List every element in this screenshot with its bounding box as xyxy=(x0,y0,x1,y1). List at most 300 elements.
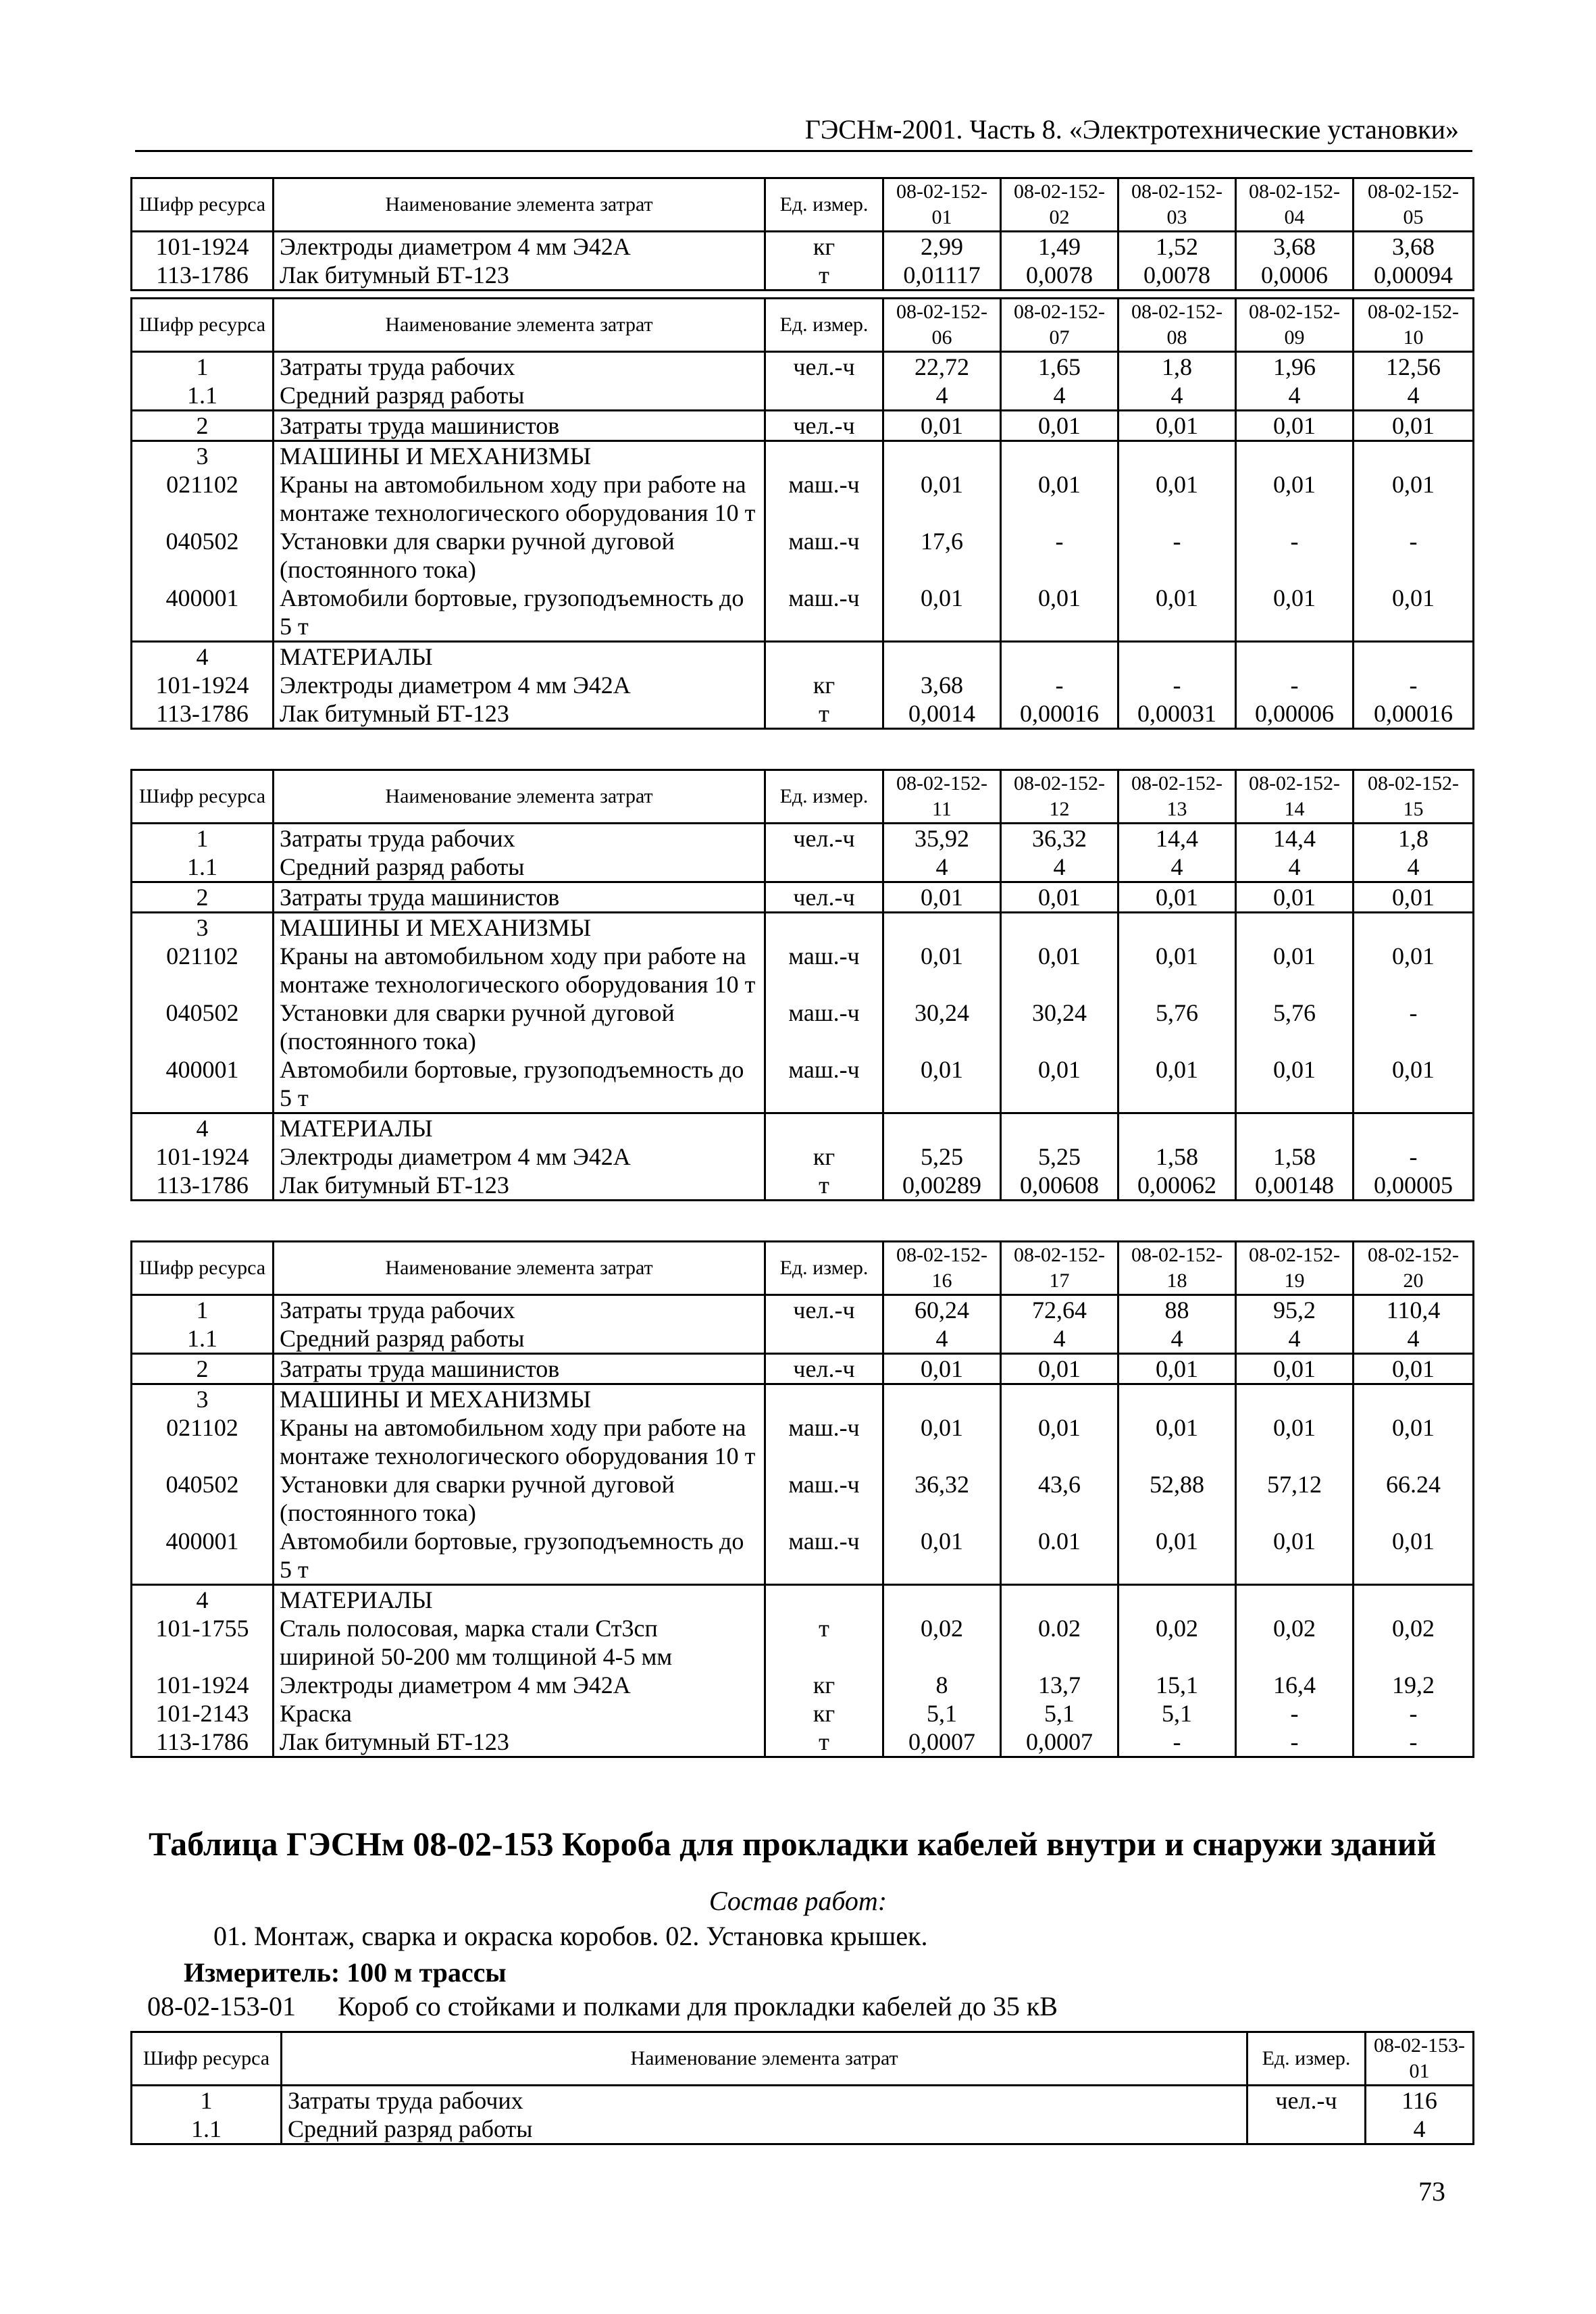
table-row xyxy=(132,1470,1474,1527)
norm-value: 0,02 xyxy=(1236,1614,1354,1671)
norm-value: 0,01 xyxy=(1354,1055,1474,1113)
norm-value xyxy=(1354,1585,1474,1615)
resource-code: 040502 xyxy=(132,999,274,1055)
norm-value: 1,52 xyxy=(1118,232,1236,261)
norm-value: 5,25 xyxy=(1001,1142,1118,1171)
table-row xyxy=(132,1614,1474,1671)
table-row xyxy=(132,1384,1474,1414)
table-row xyxy=(132,699,1474,729)
norm-value: 0,01 xyxy=(1118,1055,1236,1113)
norm-value: 5,1 xyxy=(1001,1699,1118,1728)
norm-value: 4 xyxy=(1354,1324,1474,1354)
norm-value: 60,24 xyxy=(883,1295,1001,1325)
cost-item-name: Затраты труда машинистов xyxy=(274,1354,765,1384)
norm-code-header: 08-02-152-08 xyxy=(1118,299,1236,352)
cost-item-name: Установки для сварки ручной дуговой (постоянного тока) xyxy=(274,999,765,1055)
resource-code: 021102 xyxy=(132,470,274,527)
norm-value: 0,0006 xyxy=(1236,261,1354,291)
unit-of-measure xyxy=(1247,2115,1366,2144)
cost-item-name: Затраты труда рабочих xyxy=(274,352,765,382)
cost-item-name: Средний разряд работы xyxy=(282,2115,1247,2144)
resource-code: 113-1786 xyxy=(132,261,274,291)
resource-code: 1.1 xyxy=(132,1324,274,1354)
norm-value: 4 xyxy=(883,1324,1001,1354)
table-row xyxy=(132,642,1474,672)
table-header-row xyxy=(132,299,1474,352)
cost-item-name: МАШИНЫ И МЕХАНИЗМЫ xyxy=(274,441,765,471)
norm-value: 5,25 xyxy=(883,1142,1001,1171)
norm-value xyxy=(1354,1384,1474,1414)
norm-value: 36,32 xyxy=(1001,824,1118,853)
norm-value: 0,01 xyxy=(1001,470,1118,527)
unit-of-measure: кг xyxy=(765,1142,883,1171)
resource-code: 113-1786 xyxy=(132,699,274,729)
norm-value xyxy=(1236,1384,1354,1414)
table-row xyxy=(132,913,1474,942)
unit-of-measure: т xyxy=(765,1614,883,1671)
unit-of-measure: маш.-ч xyxy=(765,1055,883,1113)
norm-value: 66.24 xyxy=(1354,1470,1474,1527)
code-header: Шифр ресурса xyxy=(132,770,274,824)
resource-table-152-11-15 xyxy=(130,769,1474,1201)
norm-value: 15,1 xyxy=(1118,1671,1236,1699)
resource-code: 3 xyxy=(132,913,274,942)
norm-value: 0,02 xyxy=(883,1614,1001,1671)
table-row xyxy=(132,352,1474,382)
cost-item-name: Лак битумный БТ-123 xyxy=(274,1728,765,1757)
norm-value: 52,88 xyxy=(1118,1470,1236,1527)
norm-value: 0,00031 xyxy=(1118,699,1236,729)
cost-item-name: Затраты труда рабочих xyxy=(274,824,765,853)
cost-item-name: Электроды диаметром 4 мм Э42А xyxy=(274,1671,765,1699)
norm-value xyxy=(1236,1113,1354,1143)
norm-value: 0,00016 xyxy=(1354,699,1474,729)
name-header: Наименование элемента затрат xyxy=(274,299,765,352)
norm-code-header: 08-02-152-17 xyxy=(1001,1242,1118,1295)
norm-value: - xyxy=(1001,527,1118,584)
unit-of-measure: маш.-ч xyxy=(765,584,883,642)
resource-code: 101-1924 xyxy=(132,1671,274,1699)
cost-item-name: МАТЕРИАЛЫ xyxy=(274,642,765,672)
norm-value: 0,01 xyxy=(1118,584,1236,642)
resource-code: 1 xyxy=(132,352,274,382)
code-header: Шифр ресурса xyxy=(132,299,274,352)
cost-item-name: МАШИНЫ И МЕХАНИЗМЫ xyxy=(274,1384,765,1414)
norm-value: 4 xyxy=(1118,853,1236,882)
resource-code: 400001 xyxy=(132,1527,274,1585)
resource-code: 113-1786 xyxy=(132,1728,274,1757)
norm-value: 0,01 xyxy=(1236,1527,1354,1585)
table-row xyxy=(132,1728,1474,1757)
norm-value xyxy=(1118,1113,1236,1143)
norm-value: 0,01 xyxy=(1236,584,1354,642)
cost-item-name: МАТЕРИАЛЫ xyxy=(274,1585,765,1615)
table-row xyxy=(132,1324,1474,1354)
unit-of-measure xyxy=(765,441,883,471)
resource-code: 1.1 xyxy=(132,853,274,882)
unit-of-measure xyxy=(765,1585,883,1615)
norm-value: 0,01 xyxy=(1354,1413,1474,1470)
norm-value: 0,00289 xyxy=(883,1171,1001,1201)
item-code: 08-02-153-01 xyxy=(147,1991,296,2021)
norm-value: 4 xyxy=(1001,1324,1118,1354)
norm-value: 0,01 xyxy=(1118,411,1236,441)
norm-value: 0,01 xyxy=(1236,942,1354,999)
norm-code-header: 08-02-152-10 xyxy=(1354,299,1474,352)
unit-of-measure: чел.-ч xyxy=(1247,2086,1366,2115)
table-row xyxy=(132,853,1474,882)
norm-code-header: 08-02-152-13 xyxy=(1118,770,1236,824)
norm-value: - xyxy=(1354,999,1474,1055)
resource-code: 400001 xyxy=(132,1055,274,1113)
norm-value xyxy=(1001,642,1118,672)
cost-item-name: Затраты труда машинистов xyxy=(274,411,765,441)
resource-code: 113-1786 xyxy=(132,1171,274,1201)
norm-value: 19,2 xyxy=(1354,1671,1474,1699)
norm-value: 0,01 xyxy=(1354,470,1474,527)
norm-value: 3,68 xyxy=(883,671,1001,699)
resource-code: 101-2143 xyxy=(132,1699,274,1728)
name-header: Наименование элемента затрат xyxy=(274,770,765,824)
table-row xyxy=(132,671,1474,699)
norm-value: 1,58 xyxy=(1118,1142,1236,1171)
measure-unit: Измеритель: 100 м трассы xyxy=(184,1957,507,1988)
norm-value xyxy=(1236,913,1354,942)
name-header: Наименование элемента затрат xyxy=(274,178,765,232)
resource-table-152-16-20 xyxy=(130,1240,1474,1758)
resource-code: 040502 xyxy=(132,527,274,584)
norm-code-header: 08-02-152-20 xyxy=(1354,1242,1474,1295)
norm-value: 12,56 xyxy=(1354,352,1474,382)
norm-value xyxy=(883,1384,1001,1414)
norm-value: 36,32 xyxy=(883,1470,1001,1527)
norm-value: 1,58 xyxy=(1236,1142,1354,1171)
table-header-row xyxy=(132,770,1474,824)
unit-of-measure: чел.-ч xyxy=(765,1295,883,1325)
resource-code: 1.1 xyxy=(132,2115,282,2144)
table-row xyxy=(132,1671,1474,1699)
cost-item-name: Электроды диаметром 4 мм Э42А xyxy=(274,1142,765,1171)
norm-value xyxy=(1354,441,1474,471)
cost-item-name: Электроды диаметром 4 мм Э42А xyxy=(274,232,765,261)
unit-header: Ед. измер. xyxy=(765,178,883,232)
norm-value: 0,01 xyxy=(1354,882,1474,913)
norm-value xyxy=(883,1585,1001,1615)
cost-item-name: Сталь полосовая, марка стали Ст3сп шириной 50-200 мм толщиной 4-5 мм xyxy=(274,1614,765,1671)
norm-value: 1,8 xyxy=(1354,824,1474,853)
resource-code: 1 xyxy=(132,1295,274,1325)
code-header: Шифр ресурса xyxy=(132,1242,274,1295)
unit-of-measure: маш.-ч xyxy=(765,942,883,999)
header-rule xyxy=(135,150,1472,152)
norm-value: 13,7 xyxy=(1001,1671,1118,1699)
resource-code: 3 xyxy=(132,441,274,471)
norm-code-header: 08-02-152-18 xyxy=(1118,1242,1236,1295)
norm-code-header: 08-02-153-01 xyxy=(1366,2032,1474,2086)
norm-value xyxy=(1001,1384,1118,1414)
norm-value: 4 xyxy=(883,381,1001,411)
norm-value: 0,01 xyxy=(1118,942,1236,999)
norm-value: 0,01 xyxy=(883,1413,1001,1470)
resource-code: 2 xyxy=(132,1354,274,1384)
norm-value: 3,68 xyxy=(1354,232,1474,261)
norm-value xyxy=(883,642,1001,672)
norm-value: - xyxy=(1001,671,1118,699)
unit-of-measure: маш.-ч xyxy=(765,1470,883,1527)
norm-value: 0,01 xyxy=(1118,1354,1236,1384)
norm-value: 14,4 xyxy=(1118,824,1236,853)
norm-code-header: 08-02-152-01 xyxy=(883,178,1001,232)
norm-value: - xyxy=(1236,527,1354,584)
unit-header: Ед. измер. xyxy=(765,770,883,824)
norm-value xyxy=(1001,913,1118,942)
table-row xyxy=(132,942,1474,999)
cost-item-name: Краска xyxy=(274,1699,765,1728)
unit-of-measure: чел.-ч xyxy=(765,352,883,382)
table-row xyxy=(132,824,1474,853)
norm-value: 14,4 xyxy=(1236,824,1354,853)
norm-value: 0.01 xyxy=(1001,1527,1118,1585)
unit-of-measure: кг xyxy=(765,1671,883,1699)
works-heading: Состав работ: xyxy=(709,1886,887,1916)
norm-value xyxy=(1236,1585,1354,1615)
norm-value: 72,64 xyxy=(1001,1295,1118,1325)
norm-code-header: 08-02-152-19 xyxy=(1236,1242,1354,1295)
norm-value: 0,01 xyxy=(1118,1413,1236,1470)
table-row xyxy=(132,232,1474,261)
code-header: Шифр ресурса xyxy=(132,2032,282,2086)
norm-value xyxy=(883,441,1001,471)
norm-value: 4 xyxy=(1236,853,1354,882)
norm-value: 0,00005 xyxy=(1354,1171,1474,1201)
unit-of-measure xyxy=(765,642,883,672)
norm-code-header: 08-02-152-15 xyxy=(1354,770,1474,824)
cost-item-name: Краны на автомобильном ходу при работе на монтаже технологического оборудования 10 т xyxy=(274,942,765,999)
norm-value: 0,00006 xyxy=(1236,699,1354,729)
norm-value: 88 xyxy=(1118,1295,1236,1325)
norm-value: 0,01 xyxy=(1354,1354,1474,1384)
norm-value: 2,99 xyxy=(883,232,1001,261)
name-header: Наименование элемента затрат xyxy=(282,2032,1247,2086)
norm-value: 0,01 xyxy=(883,1055,1001,1113)
unit-of-measure: кг xyxy=(765,1699,883,1728)
unit-header: Ед. измер. xyxy=(765,1242,883,1295)
cost-item-name: Лак битумный БТ-123 xyxy=(274,1171,765,1201)
norm-value: 0,00608 xyxy=(1001,1171,1118,1201)
unit-of-measure: т xyxy=(765,261,883,291)
unit-of-measure: чел.-ч xyxy=(765,1354,883,1384)
norm-value: 1,65 xyxy=(1001,352,1118,382)
unit-of-measure: маш.-ч xyxy=(765,527,883,584)
resource-code: 101-1924 xyxy=(132,232,274,261)
norm-value: 30,24 xyxy=(883,999,1001,1055)
table-row xyxy=(132,1113,1474,1143)
unit-of-measure: т xyxy=(765,1728,883,1757)
norm-value: 4 xyxy=(1118,1324,1236,1354)
cost-item-name: Электроды диаметром 4 мм Э42А xyxy=(274,671,765,699)
norm-value: - xyxy=(1354,1728,1474,1757)
table-header-row xyxy=(132,1242,1474,1295)
norm-value: - xyxy=(1118,1728,1236,1757)
resource-code: 4 xyxy=(132,1585,274,1615)
unit-of-measure: маш.-ч xyxy=(765,1413,883,1470)
norm-value: 0,01 xyxy=(1236,1413,1354,1470)
table-header-row xyxy=(132,178,1474,232)
norm-value: 4 xyxy=(1354,381,1474,411)
name-header: Наименование элемента затрат xyxy=(274,1242,765,1295)
norm-value: 5,76 xyxy=(1118,999,1236,1055)
table-row xyxy=(132,1585,1474,1615)
norm-value: 0,01 xyxy=(1236,470,1354,527)
norm-value: 110,4 xyxy=(1354,1295,1474,1325)
norm-value xyxy=(883,913,1001,942)
resource-table-152-01-05 xyxy=(130,177,1474,291)
resource-code: 040502 xyxy=(132,1470,274,1527)
resource-code: 1 xyxy=(132,2086,282,2115)
norm-value: - xyxy=(1354,671,1474,699)
resource-code: 4 xyxy=(132,1113,274,1143)
norm-value: 0,01 xyxy=(883,470,1001,527)
item-name: Короб со стойками и полками для прокладки кабелей до 35 кВ xyxy=(338,1991,1058,2021)
resource-code: 1.1 xyxy=(132,381,274,411)
table-header-row xyxy=(132,2032,1474,2086)
unit-of-measure xyxy=(765,1384,883,1414)
page-number: 73 xyxy=(1418,2176,1445,2207)
norm-value: 0,0014 xyxy=(883,699,1001,729)
unit-of-measure: чел.-ч xyxy=(765,824,883,853)
unit-of-measure: кг xyxy=(765,232,883,261)
table-row xyxy=(132,1171,1474,1201)
resource-table-153-01 xyxy=(130,2031,1474,2145)
cost-item-name: Установки для сварки ручной дуговой (постоянного тока) xyxy=(274,1470,765,1527)
norm-value: 0,0007 xyxy=(883,1728,1001,1757)
norm-value: 4 xyxy=(883,853,1001,882)
unit-of-measure: чел.-ч xyxy=(765,882,883,913)
norm-value: 116 xyxy=(1366,2086,1474,2115)
cost-item-name: МАШИНЫ И МЕХАНИЗМЫ xyxy=(274,913,765,942)
norm-code-header: 08-02-152-06 xyxy=(883,299,1001,352)
norm-value: 0,0007 xyxy=(1001,1728,1118,1757)
norm-value: 0,01 xyxy=(1236,1354,1354,1384)
cost-item-name: Затраты труда рабочих xyxy=(282,2086,1247,2115)
norm-value: 57,12 xyxy=(1236,1470,1354,1527)
unit-of-measure: кг xyxy=(765,671,883,699)
norm-value: 0,01 xyxy=(883,1527,1001,1585)
norm-value: 1,96 xyxy=(1236,352,1354,382)
norm-value: 95,2 xyxy=(1236,1295,1354,1325)
table-row xyxy=(132,882,1474,913)
cost-item-name: Установки для сварки ручной дуговой (постоянного тока) xyxy=(274,527,765,584)
norm-value xyxy=(1354,642,1474,672)
norm-value: 8 xyxy=(883,1671,1001,1699)
resource-code: 4 xyxy=(132,642,274,672)
norm-value: 5,1 xyxy=(883,1699,1001,1728)
norm-value xyxy=(883,1113,1001,1143)
resource-code: 2 xyxy=(132,882,274,913)
norm-value: 17,6 xyxy=(883,527,1001,584)
norm-value: 0,01 xyxy=(1118,1527,1236,1585)
norm-value: - xyxy=(1236,1699,1354,1728)
cost-item-name: Затраты труда машинистов xyxy=(274,882,765,913)
norm-value: 4 xyxy=(1354,853,1474,882)
resource-code: 3 xyxy=(132,1384,274,1414)
norm-value: - xyxy=(1118,671,1236,699)
norm-value: 0,01 xyxy=(883,411,1001,441)
unit-of-measure: маш.-ч xyxy=(765,1527,883,1585)
norm-value xyxy=(1118,1585,1236,1615)
table-row xyxy=(132,999,1474,1055)
norm-value xyxy=(1118,913,1236,942)
unit-of-measure: чел.-ч xyxy=(765,411,883,441)
norm-value: 0,01 xyxy=(1354,942,1474,999)
unit-of-measure xyxy=(765,913,883,942)
unit-header: Ед. измер. xyxy=(1247,2032,1366,2086)
norm-value: 0,01 xyxy=(883,584,1001,642)
norm-value: 4 xyxy=(1236,1324,1354,1354)
norm-value: 0,01 xyxy=(1118,882,1236,913)
norm-value: 1,8 xyxy=(1118,352,1236,382)
norm-value: 4 xyxy=(1001,853,1118,882)
norm-value: - xyxy=(1118,527,1236,584)
norm-value: 0,01 xyxy=(1236,1055,1354,1113)
norm-value: 0,01 xyxy=(883,942,1001,999)
norm-value xyxy=(1118,1384,1236,1414)
cost-item-name: Лак битумный БТ-123 xyxy=(274,699,765,729)
table-row xyxy=(132,441,1474,471)
norm-value: 0,01 xyxy=(1354,411,1474,441)
norm-value: 0,01 xyxy=(1236,882,1354,913)
norm-value: 0,0078 xyxy=(1118,261,1236,291)
norm-value: 0,01 xyxy=(1001,584,1118,642)
table-row xyxy=(132,1413,1474,1470)
norm-value: 0,02 xyxy=(1118,1614,1236,1671)
table-row xyxy=(132,411,1474,441)
norm-value: 0,01 xyxy=(1001,1413,1118,1470)
code-header: Шифр ресурса xyxy=(132,178,274,232)
running-title: ГЭСНм-2001. Часть 8. «Электротехнические установки» xyxy=(804,114,1459,145)
cost-item-name: Средний разряд работы xyxy=(274,853,765,882)
norm-value: 0,01 xyxy=(1354,1527,1474,1585)
norm-value: 0.02 xyxy=(1001,1614,1118,1671)
norm-value: 0,01 xyxy=(883,1354,1001,1384)
table-row xyxy=(132,584,1474,642)
table-row xyxy=(132,470,1474,527)
table-row xyxy=(132,1295,1474,1325)
norm-value: 0,01 xyxy=(1354,584,1474,642)
table-row xyxy=(132,1527,1474,1585)
norm-code-header: 08-02-152-09 xyxy=(1236,299,1354,352)
cost-item-name: Краны на автомобильном ходу при работе на монтаже технологического оборудования 10 т xyxy=(274,470,765,527)
norm-value: 0,00094 xyxy=(1354,261,1474,291)
resource-code: 400001 xyxy=(132,584,274,642)
norm-value: 5,1 xyxy=(1118,1699,1236,1728)
cost-item-name: Средний разряд работы xyxy=(274,381,765,411)
norm-value: - xyxy=(1354,527,1474,584)
unit-of-measure: маш.-ч xyxy=(765,999,883,1055)
norm-value: 4 xyxy=(1118,381,1236,411)
resource-code: 101-1924 xyxy=(132,671,274,699)
norm-code-header: 08-02-152-02 xyxy=(1001,178,1118,232)
resource-code: 021102 xyxy=(132,1413,274,1470)
norm-code-header: 08-02-152-11 xyxy=(883,770,1001,824)
norm-value: 0,01 xyxy=(1001,1055,1118,1113)
norm-value xyxy=(1354,1113,1474,1143)
unit-of-measure xyxy=(765,1324,883,1354)
norm-value: 0,01 xyxy=(1001,1354,1118,1384)
norm-value: 30,24 xyxy=(1001,999,1118,1055)
norm-value: 1,49 xyxy=(1001,232,1118,261)
unit-of-measure xyxy=(765,381,883,411)
